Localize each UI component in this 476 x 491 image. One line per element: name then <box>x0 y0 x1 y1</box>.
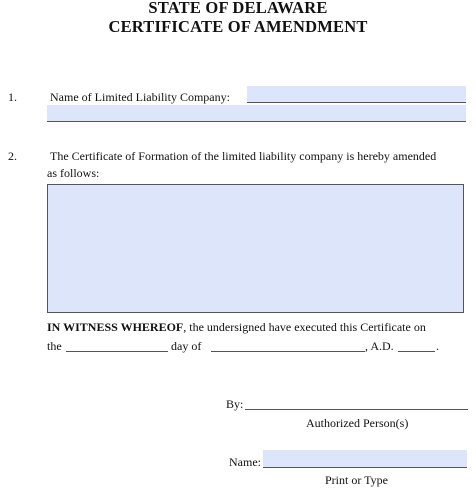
document-title: STATE OF DELAWARE <box>148 0 328 17</box>
period-text: . <box>436 339 439 353</box>
document-subtitle: CERTIFICATE OF AMENDMENT <box>108 17 368 36</box>
amendment-intro-text: The Certificate of Formation of the limited liability company is hereby amended <box>50 149 437 163</box>
by-signature-input[interactable] <box>245 394 468 410</box>
item-2-number: 2. <box>8 149 17 163</box>
ad-label: , A.D. <box>365 339 394 353</box>
name-input[interactable] <box>263 450 467 468</box>
witness-the-label: the <box>47 339 62 353</box>
amendment-textarea[interactable] <box>47 184 464 313</box>
llc-name-label: Name of Limited Liability Company: <box>50 90 230 104</box>
witness-rest: , the undersigned have executed this Certificate on <box>183 320 426 334</box>
by-label: By: <box>226 397 244 411</box>
witness-bold-lead: IN WITNESS WHEREOF <box>47 320 184 334</box>
name-label: Name: <box>229 455 261 469</box>
year-input[interactable] <box>398 337 435 352</box>
llc-name-input[interactable] <box>247 86 466 103</box>
amendment-intro-text-2: as follows: <box>47 166 100 180</box>
witness-statement <box>47 320 426 335</box>
item-1-number: 1. <box>8 90 17 104</box>
print-or-type-caption: Print or Type <box>325 473 388 487</box>
llc-name-input-line2[interactable] <box>47 105 466 122</box>
day-input[interactable] <box>66 337 168 352</box>
month-input[interactable] <box>211 337 365 352</box>
day-of-label: day of <box>171 339 202 353</box>
authorized-person-caption: Authorized Person(s) <box>306 416 409 430</box>
